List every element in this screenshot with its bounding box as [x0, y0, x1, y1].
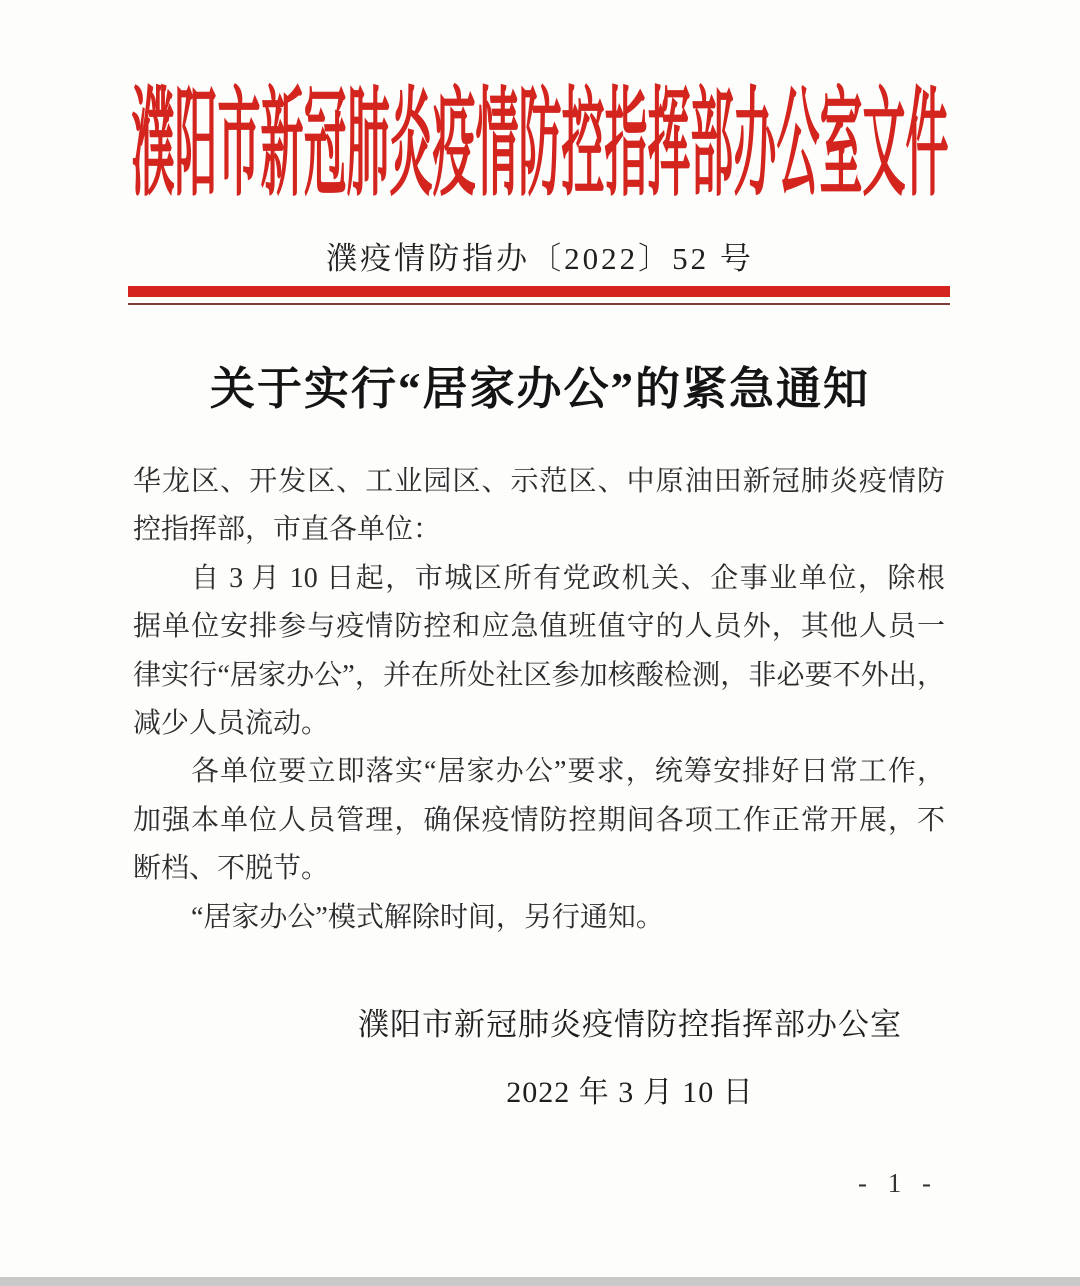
letterhead-org-title: 濮阳市新冠肺炎疫情防控指挥部办公室文件 — [131, 82, 949, 212]
scan-edge-strip — [0, 1277, 1080, 1286]
notice-title: 关于实行“居家办公”的紧急通知 — [209, 364, 870, 414]
body-line: 减少人员流动。 — [133, 707, 330, 739]
body-line: “居家办公”模式解除时间，另行通知。 — [191, 901, 664, 933]
page-number: - 1 - — [858, 1168, 938, 1198]
body-line: 加强本单位人员管理，确保疫情防控期间各项工作正常开展，不 — [133, 804, 945, 836]
issuing-office-signature: 濮阳市新冠肺炎疫情防控指挥部办公室 — [358, 1007, 902, 1042]
doc-reference-number: 濮疫情防指办〔2022〕52 号 — [326, 241, 754, 276]
letterhead — [0, 66, 1080, 212]
thin-separator-rule — [128, 303, 950, 305]
body-line: 各单位要立即落实“居家办公”要求，统筹安排好日常工作， — [191, 756, 945, 788]
body-line: 律实行“居家办公”，并在所处社区参加核酸检测，非必要不外出， — [133, 659, 945, 691]
body-line: 控指挥部，市直各单位： — [133, 514, 442, 546]
signature-block — [358, 999, 902, 1111]
issue-date: 2022 年 3 月 10 日 — [506, 1076, 754, 1109]
body-line: 自 3 月 10 日起，市城区所有党政机关、企事业单位，除根 — [191, 562, 945, 594]
body-line: 断档、不脱节。 — [133, 853, 330, 885]
notice-body — [133, 458, 945, 942]
body-line: 据单位安排参与疫情防控和应急值班值守的人员外，其他人员一 — [133, 611, 945, 643]
red-separator-rule — [128, 286, 950, 297]
body-line: 华龙区、开发区、工业园区、示范区、中原油田新冠肺炎疫情防 — [133, 466, 945, 497]
